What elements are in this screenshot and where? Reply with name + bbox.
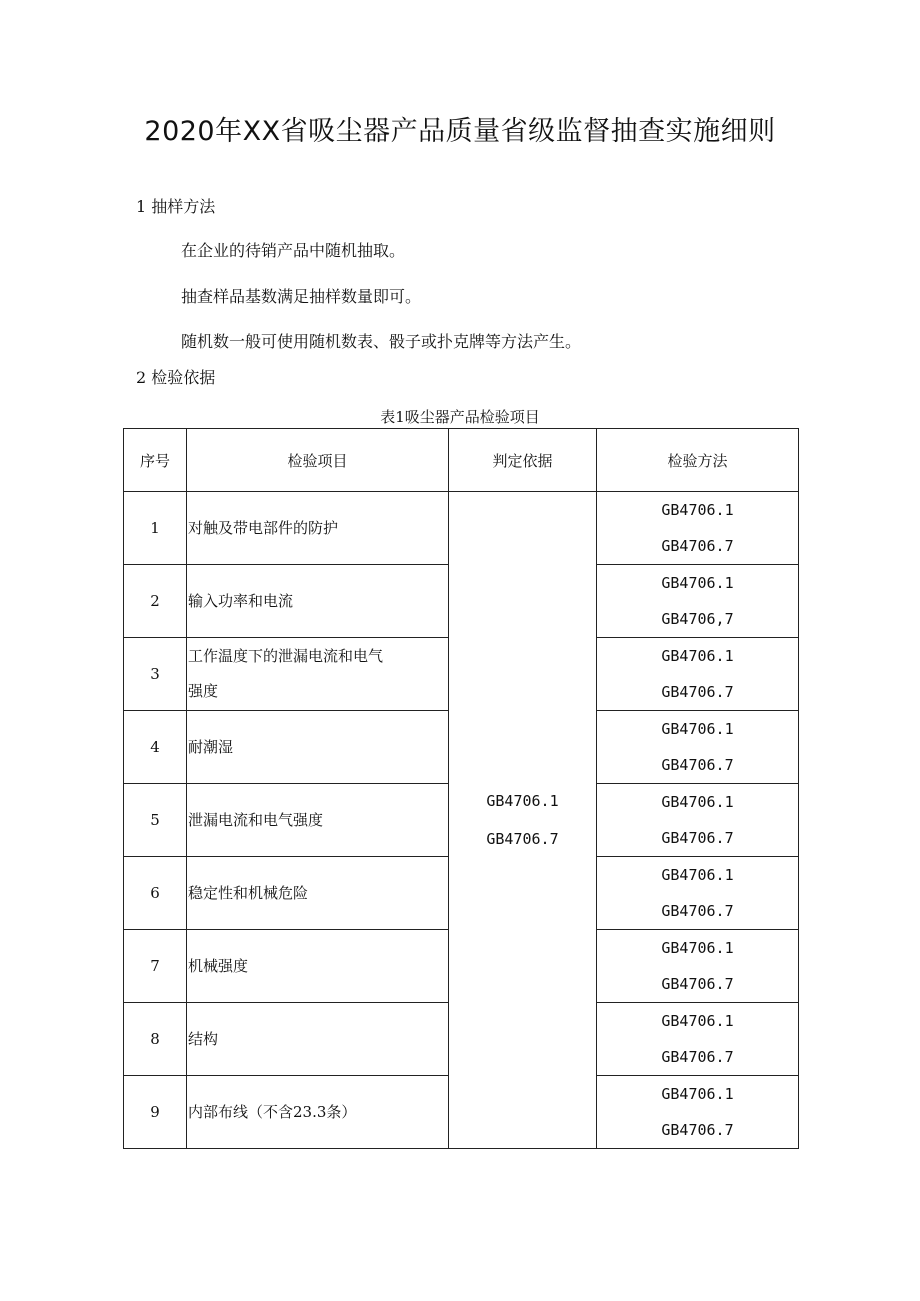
paragraph-sampling-3: 随机数一般可使用随机数表、骰子或扑克牌等方法产生。	[181, 332, 582, 351]
header-method: 检验方法	[597, 429, 799, 492]
row-item	[187, 1076, 449, 1149]
method-standard-2: GB4706.7	[661, 537, 734, 555]
row-method	[597, 492, 799, 565]
row-item	[187, 492, 449, 565]
method-standard-2: GB4706.7	[661, 902, 734, 920]
method-standard-1: GB4706.1	[661, 574, 734, 592]
row-item	[187, 638, 449, 711]
header-item: 检验项目	[187, 429, 449, 492]
document-title: 2020年XX省吸尘器产品质量省级监督抽查实施细则	[144, 116, 776, 147]
row-method	[597, 857, 799, 930]
row-item-text: 稳定性和机械危险	[188, 883, 309, 902]
row-item-text: 耐潮湿	[188, 737, 234, 756]
basis-standard-1: GB4706.1	[486, 792, 559, 810]
paragraph-sampling-1: 在企业的待销产品中随机抽取。	[181, 241, 406, 260]
row-item-text: 输入功率和电流	[188, 591, 294, 610]
row-item-text: 对触及带电部件的防护	[188, 518, 339, 537]
row-item-text: 泄漏电流和电气强度	[188, 810, 324, 829]
row-item	[187, 857, 449, 930]
row-item	[187, 1003, 449, 1076]
inspection-items-table	[123, 428, 799, 1149]
judgment-basis-cell	[449, 492, 597, 1149]
table-row	[124, 492, 799, 565]
row-item-text: 内部布线（不含23.3条）	[188, 1102, 357, 1121]
row-method	[597, 1003, 799, 1076]
method-standard-2: GB4706.7	[661, 756, 734, 774]
method-standard-1: GB4706.1	[661, 501, 734, 519]
row-number: 8	[124, 1003, 187, 1076]
row-number: 6	[124, 857, 187, 930]
method-standard-1: GB4706.1	[661, 647, 734, 665]
row-item-text: 结构	[188, 1029, 219, 1048]
method-standard-1: GB4706.1	[661, 793, 734, 811]
method-standard-2: GB4706.7	[661, 1048, 734, 1066]
row-number: 4	[124, 711, 187, 784]
header-no: 序号	[124, 429, 187, 492]
table-caption: 表1吸尘器产品检验项目	[380, 408, 540, 426]
row-number: 7	[124, 930, 187, 1003]
row-number: 1	[124, 492, 187, 565]
method-standard-2: GB4706.7	[661, 829, 734, 847]
row-number: 9	[124, 1076, 187, 1149]
row-item	[187, 711, 449, 784]
row-item-text: 机械强度	[188, 956, 249, 975]
row-item-text: 工作温度下的泄漏电流和电气	[188, 647, 384, 665]
row-number: 5	[124, 784, 187, 857]
row-method	[597, 784, 799, 857]
row-item	[187, 930, 449, 1003]
row-method	[597, 565, 799, 638]
row-number: 3	[124, 638, 187, 711]
row-number: 2	[124, 565, 187, 638]
method-standard-1: GB4706.1	[661, 1012, 734, 1030]
row-method	[597, 638, 799, 711]
header-basis: 判定依据	[449, 429, 597, 492]
method-standard-1: GB4706.1	[661, 866, 734, 884]
method-standard-2: GB4706.7	[661, 683, 734, 701]
method-standard-2: GB4706.7	[661, 975, 734, 993]
section-heading-sampling: 1 抽样方法	[136, 197, 216, 216]
table-header-row	[124, 429, 799, 492]
row-method	[597, 711, 799, 784]
method-standard-1: GB4706.1	[661, 939, 734, 957]
paragraph-sampling-2: 抽查样品基数满足抽样数量即可。	[181, 287, 422, 306]
basis-standard-2: GB4706.7	[486, 830, 559, 848]
row-item	[187, 784, 449, 857]
section-heading-basis: 2 检验依据	[136, 368, 216, 387]
method-standard-1: GB4706.1	[661, 720, 734, 738]
row-method	[597, 930, 799, 1003]
method-standard-2: GB4706,7	[661, 610, 734, 628]
method-standard-1: GB4706.1	[661, 1085, 734, 1103]
row-method	[597, 1076, 799, 1149]
row-item-text-line2: 强度	[188, 682, 219, 700]
row-item	[187, 565, 449, 638]
method-standard-2: GB4706.7	[661, 1121, 734, 1139]
